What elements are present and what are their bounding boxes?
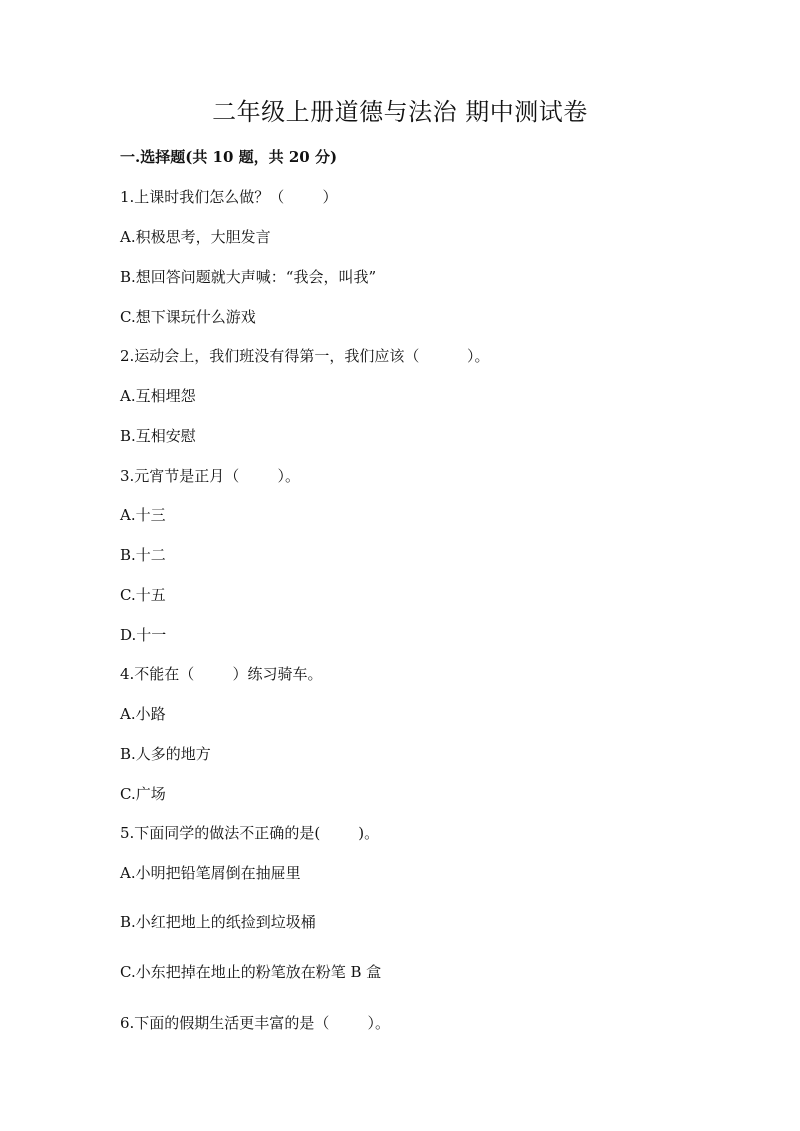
section-heading: 一.选择题(共 10 题，共 20 分) (120, 148, 338, 166)
question-5-stem: 5.下面同学的做法不正确的是( )。 (120, 824, 380, 842)
page-title: 二年级上册道德与法治 期中测试卷 (212, 98, 588, 126)
question-4-option-a: A.小路 (120, 705, 166, 723)
question-4-stem: 4.不能在（ ）练习骑车。 (120, 665, 323, 683)
question-2-option-a: A.互相埋怨 (120, 387, 196, 405)
question-1-option-c: C.想下课玩什么游戏 (120, 308, 256, 326)
question-4-option-b: B.人多的地方 (120, 745, 211, 763)
question-6-stem: 6.下面的假期生活更丰富的是（ ）。 (120, 1014, 390, 1032)
question-2-option-b: B.互相安慰 (120, 427, 196, 445)
question-5-option-a: A.小明把铅笔屑倒在抽屉里 (120, 864, 301, 882)
question-1-option-b: B.想回答问题就大声喊：“我会，叫我” (120, 268, 377, 286)
question-3-option-c: C.十五 (120, 586, 166, 604)
question-5-option-b: B.小红把地上的纸捡到垃圾桶 (120, 913, 316, 931)
question-3-option-d: D.十一 (120, 626, 167, 644)
question-3-option-a: A.十三 (120, 506, 166, 524)
question-1-option-a: A.积极思考，大胆发言 (120, 228, 271, 246)
question-5-option-c: C.小东把掉在地止的粉笔放在粉笔 B 盒 (120, 963, 382, 981)
question-2-stem: 2.运动会上，我们班没有得第一，我们应该（ ）。 (120, 347, 490, 365)
question-4-option-c: C.广场 (120, 785, 166, 803)
question-3-option-b: B.十二 (120, 546, 166, 564)
question-1-stem: 1.上课时我们怎么做？（ ） (120, 188, 338, 206)
question-3-stem: 3.元宵节是正月（ ）。 (120, 467, 300, 485)
